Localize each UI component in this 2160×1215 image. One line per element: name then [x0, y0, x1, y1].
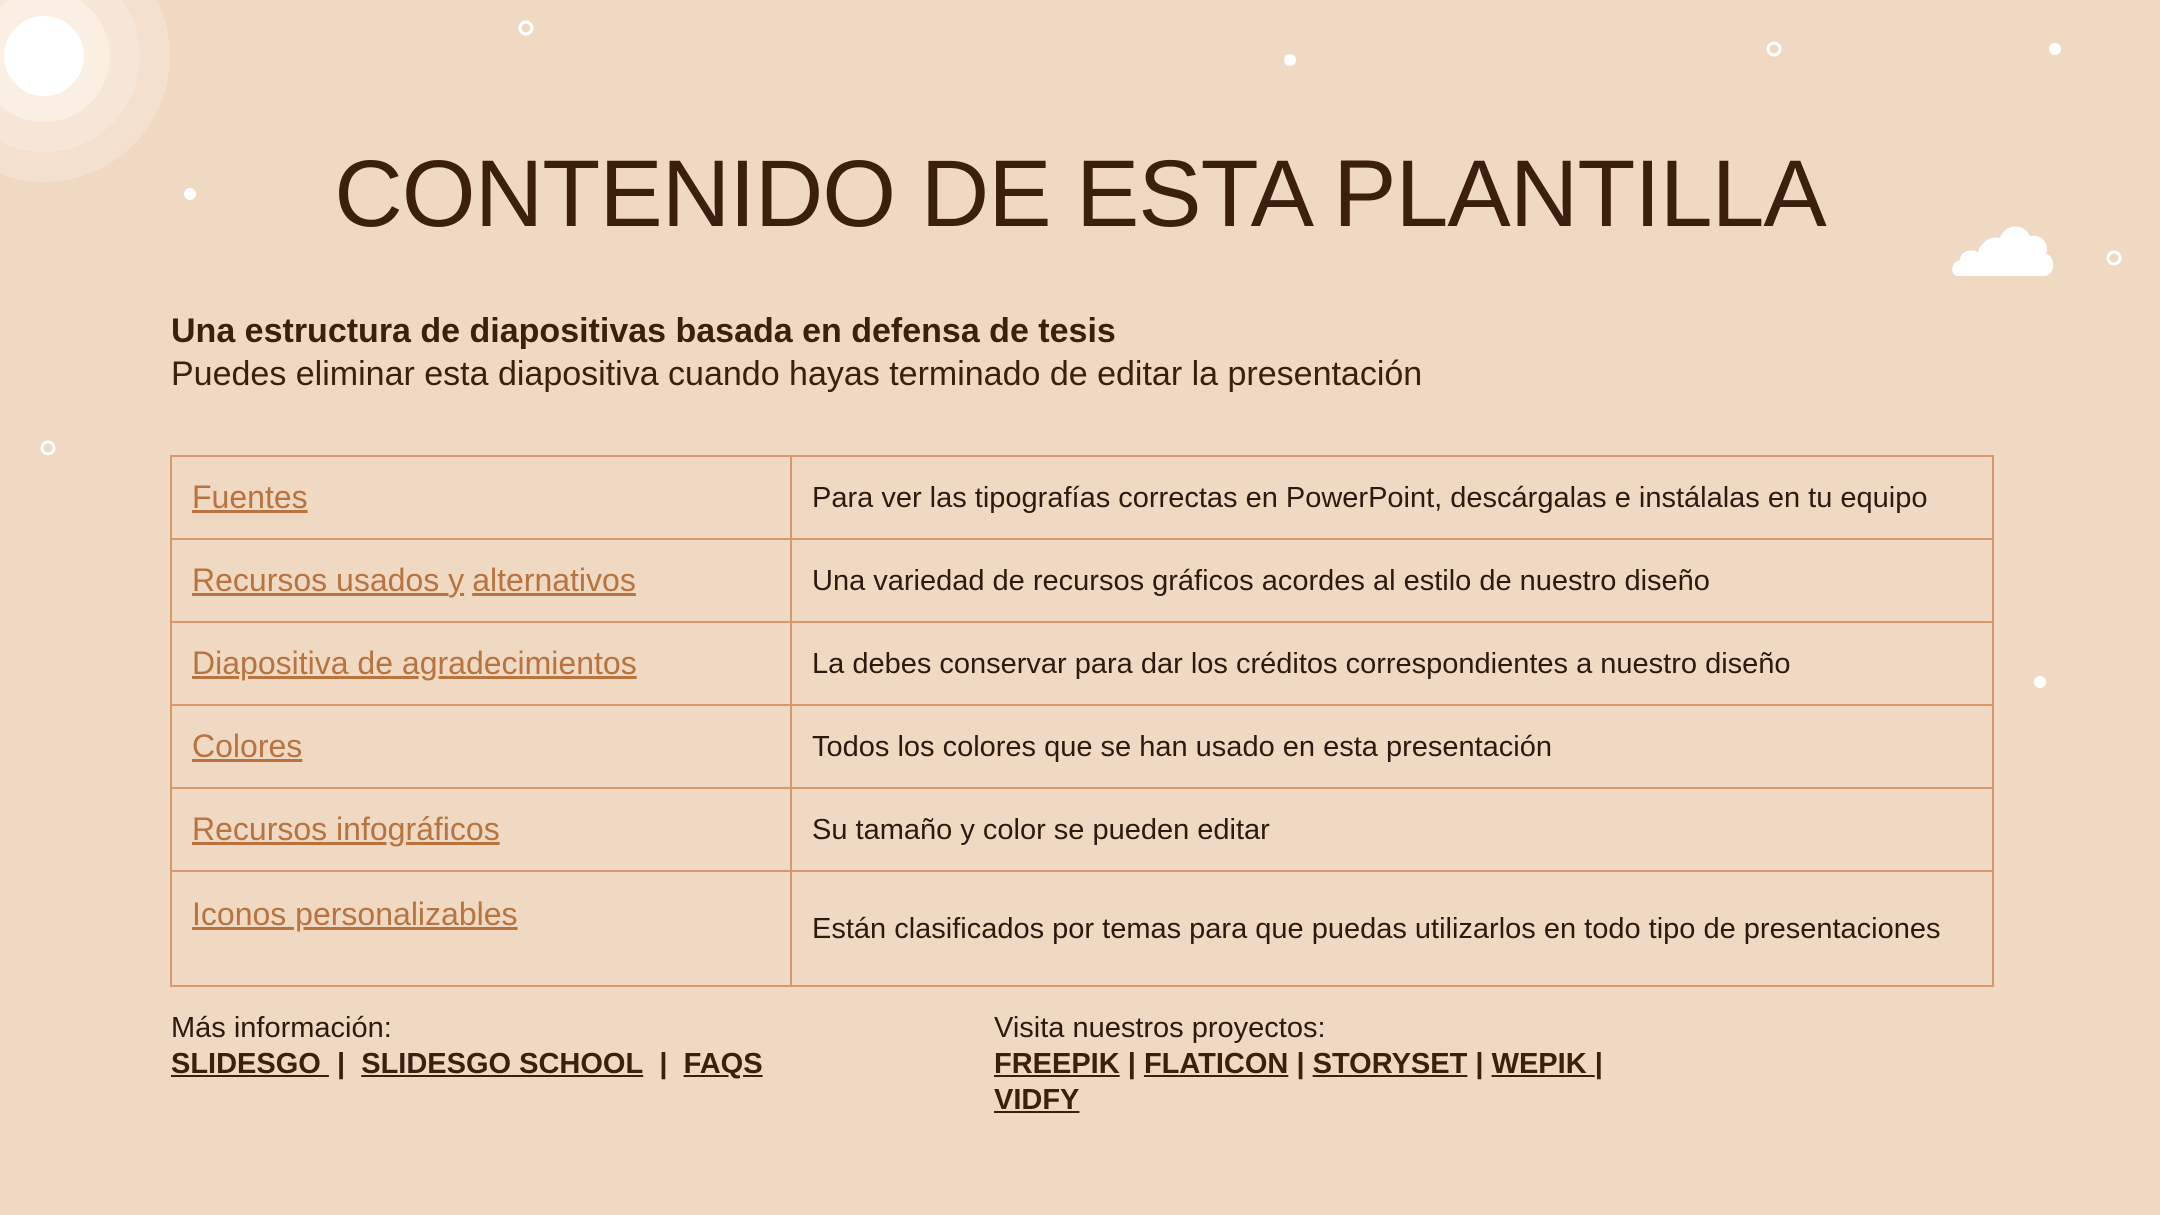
section-description: Su tamaño y color se pueden editar [791, 788, 1993, 871]
section-description: Todos los colores que se han usado en esta presentación [791, 705, 1993, 788]
link-freepik[interactable]: FREEPIK [994, 1048, 1120, 1080]
subtitle-regular: Puedes eliminar esta diapositiva cuando hayas terminado de editar la presentación [171, 355, 1423, 393]
section-description: Están clasificados por temas para que puedas utilizarlos en todo tipo de presentaciones [791, 871, 1993, 986]
section-description: Una variedad de recursos gráficos acordes al estilo de nuestro diseño [791, 539, 1993, 622]
star-icon [40, 440, 56, 456]
link-alternativos[interactable]: alternativos [472, 561, 636, 598]
link-infograficos[interactable]: Recursos infográficos [192, 810, 500, 847]
table-row [171, 871, 1993, 986]
section-link-cell [171, 539, 791, 622]
link-separator: | [1475, 1048, 1484, 1080]
footer-more-info [171, 1010, 871, 1082]
footer-projects-links [994, 1046, 1694, 1118]
footer-more-info-links [171, 1046, 871, 1082]
link-faqs[interactable]: FAQS [683, 1048, 763, 1080]
link-separator: | [1594, 1048, 1603, 1080]
table-row [171, 539, 1993, 622]
section-link-cell [171, 622, 791, 705]
table-row [171, 456, 1993, 539]
link-slidesgo[interactable]: SLIDESGO [171, 1048, 329, 1080]
link-recursos-usados[interactable]: Recursos usados y [192, 561, 465, 598]
table-row [171, 622, 1993, 705]
section-description: Para ver las tipografías correctas en PowerPoint, descárgalas e instálalas en tu equipo [791, 456, 1993, 539]
link-iconos[interactable]: Iconos personalizables [192, 896, 518, 932]
star-icon [2106, 250, 2122, 266]
star-icon [1283, 53, 1297, 67]
section-link-cell [171, 871, 791, 986]
star-icon [1766, 41, 1782, 57]
star-icon [2033, 675, 2047, 689]
link-separator: | [336, 1048, 346, 1080]
footer-projects-label: Visita nuestros proyectos: [994, 1012, 1326, 1044]
contents-table [170, 455, 1994, 987]
star-icon [2048, 42, 2062, 56]
section-link-cell [171, 705, 791, 788]
page-title: CONTENIDO DE ESTA PLANTILLA [334, 141, 1826, 247]
section-description: La debes conservar para dar los créditos correspondientes a nuestro diseño [791, 622, 1993, 705]
footer-more-info-label: Más información: [171, 1012, 392, 1044]
subtitle-bold: Una estructura de diapositivas basada en defensa de tesis [171, 312, 1116, 350]
link-slidesgo-school[interactable]: SLIDESGO SCHOOL [361, 1048, 644, 1080]
section-link-cell [171, 456, 791, 539]
footer-projects [994, 1010, 1694, 1118]
table-row [171, 705, 1993, 788]
link-wepik[interactable]: WEPIK [1491, 1048, 1595, 1080]
link-storyset[interactable]: STORYSET [1312, 1048, 1468, 1080]
table-row [171, 788, 1993, 871]
link-colores[interactable]: Colores [192, 727, 303, 764]
link-flaticon[interactable]: FLATICON [1143, 1048, 1289, 1080]
star-icon [518, 20, 534, 36]
link-fuentes[interactable]: Fuentes [192, 478, 308, 515]
link-separator: | [1296, 1048, 1305, 1080]
subtitle-block [171, 310, 1971, 396]
link-separator: | [659, 1048, 668, 1080]
link-vidfy[interactable]: VIDFY [994, 1084, 1080, 1116]
section-link-cell [171, 788, 791, 871]
link-agradecimientos[interactable]: Diapositiva de agradecimientos [192, 644, 637, 681]
link-separator: | [1127, 1048, 1136, 1080]
